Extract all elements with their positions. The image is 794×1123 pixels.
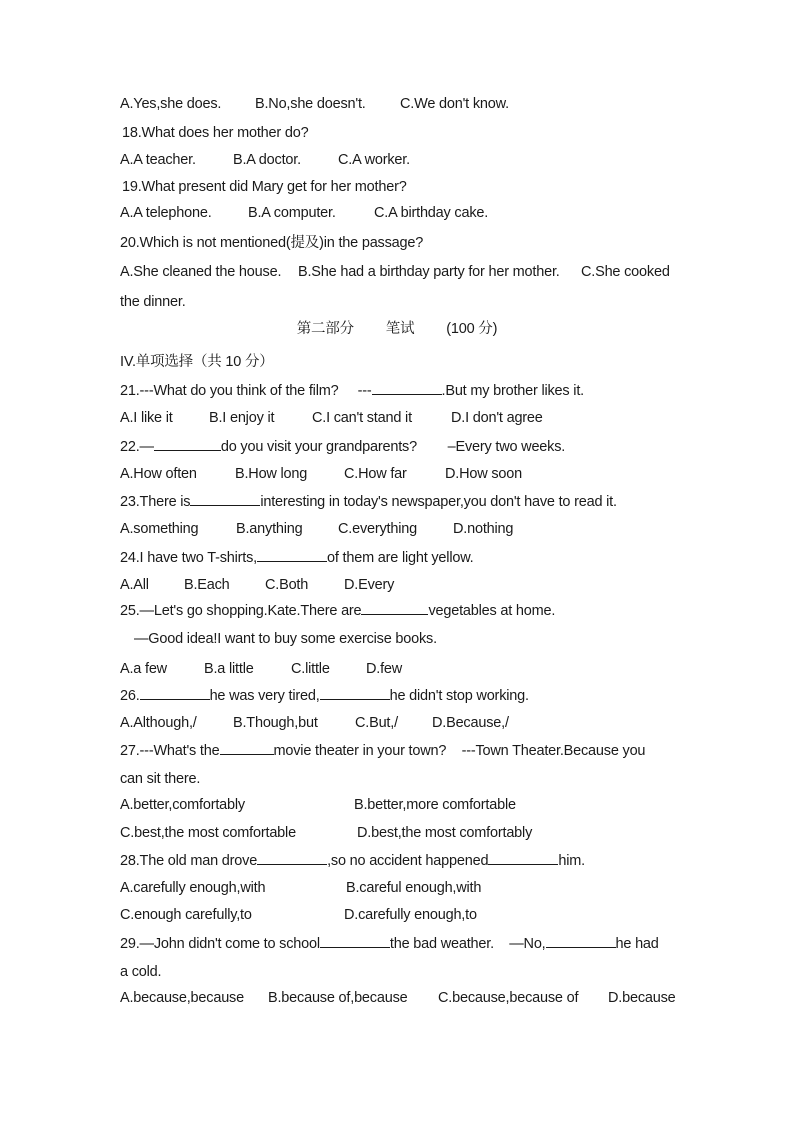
q20-option-c-continued: the dinner. — [120, 294, 186, 310]
q17-option-b: B.No,she doesn't. — [255, 96, 366, 112]
q24-option-d: D.Every — [344, 577, 395, 593]
q19-question: 19.What present did Mary get for her mother? — [122, 179, 407, 195]
q27-option-c: C.best,the most comfortable — [120, 825, 296, 841]
q27-blank — [220, 740, 274, 755]
q19-option-c: C.A birthday cake. — [374, 205, 489, 221]
q21-option-a: A.I like it — [120, 410, 173, 426]
q23-text: 23.There is — [120, 494, 191, 510]
q29-option-b: B.because of,because — [268, 990, 408, 1006]
q22-option-d: D.How soon — [445, 466, 522, 482]
q21-question — [120, 380, 700, 401]
q27-option-d: D.best,the most comfortably — [357, 825, 533, 841]
q25-blank — [361, 600, 428, 615]
q25-text-end: vegetables at home. — [428, 603, 556, 619]
q29-text: 29.—John didn't come to school — [120, 936, 320, 952]
q26-blank-1 — [140, 685, 210, 700]
q27-text: 27.---What's the — [120, 743, 220, 759]
q20-question: 20.Which is not mentioned(提及)in the passage? — [120, 235, 424, 251]
q22-reply: –Every two weeks. — [447, 439, 566, 455]
q26-question — [120, 685, 700, 706]
q25-option-b: B.a little — [204, 661, 254, 677]
q27-continued: can sit there. — [120, 771, 201, 787]
q29-text-mid: the bad weather. — [389, 936, 494, 952]
q28-question — [120, 850, 700, 871]
q17-option-c: C.We don't know. — [400, 96, 509, 112]
q29-blank-1 — [320, 933, 390, 948]
q28-option-a: A.carefully enough,with — [120, 880, 266, 896]
q23-blank — [190, 491, 260, 506]
q27-reply: ---Town Theater.Because you — [461, 743, 646, 759]
q27-question — [120, 740, 700, 761]
q23-text-end: interesting in today's newspaper,you don't have to read it. — [260, 494, 617, 510]
q22-option-a: A.How often — [120, 466, 197, 482]
q23-question — [120, 491, 700, 512]
q28-blank-2 — [488, 850, 558, 865]
q25-option-a: A.a few — [120, 661, 167, 677]
q24-option-a: A.All — [120, 577, 149, 593]
q18-option-c: C.A worker. — [338, 152, 410, 168]
part2-score: (100 分) — [446, 321, 498, 337]
q24-text: 24.I have two T-shirts, — [120, 550, 257, 566]
q22-question — [120, 436, 700, 457]
q18-option-b: B.A doctor. — [233, 152, 301, 168]
q29-option-d: D.because — [608, 990, 676, 1006]
q28-text-end: him. — [558, 853, 585, 869]
section4-title: IV.单项选择（共 10 分） — [120, 354, 274, 370]
q29-reply: —No, — [509, 936, 546, 952]
q21-option-b: B.I enjoy it — [209, 410, 275, 426]
q24-option-c: C.Both — [265, 577, 309, 593]
q27-text-mid: movie theater in your town? — [273, 743, 447, 759]
q24-option-b: B.Each — [184, 577, 230, 593]
q21-text: 21.---What do you think of the film? — [120, 383, 339, 399]
q25-text: 25.—Let's go shopping.Kate.There are — [120, 603, 362, 619]
q28-option-d: D.carefully enough,to — [344, 907, 477, 923]
q22-text-end: do you visit your grandparents? — [220, 439, 417, 455]
q24-text-end: of them are light yellow. — [326, 550, 474, 566]
q22-option-c: C.How far — [344, 466, 407, 482]
q26-option-d: D.Because,/ — [432, 715, 509, 731]
q29-blank-2 — [546, 933, 616, 948]
q29-option-c: C.because,because of — [438, 990, 579, 1006]
q25-option-c: C.little — [291, 661, 330, 677]
q26-option-a: A.Although,/ — [120, 715, 197, 731]
q21-blank — [372, 380, 442, 395]
q19-option-a: A.A telephone. — [120, 205, 212, 221]
q19-option-b: B.A computer. — [248, 205, 336, 221]
q29-question — [120, 933, 700, 954]
q28-option-b: B.careful enough,with — [346, 880, 482, 896]
q28-option-c: C.enough carefully,to — [120, 907, 252, 923]
q28-blank-1 — [257, 850, 327, 865]
q22-option-b: B.How long — [235, 466, 308, 482]
q22-text: 22.— — [120, 439, 154, 455]
q18-option-a: A.A teacher. — [120, 152, 196, 168]
q21-option-d: D.I don't agree — [451, 410, 543, 426]
q27-option-b: B.better,more comfortable — [354, 797, 516, 813]
q26-blank-2 — [320, 685, 390, 700]
q25-reply: —Good idea!I want to buy some exercise books. — [134, 631, 437, 647]
q26-option-b: B.Though,but — [233, 715, 318, 731]
q23-option-a: A.something — [120, 521, 199, 537]
q27-option-a: A.better,comfortably — [120, 797, 245, 813]
q21-option-c: C.I can't stand it — [312, 410, 412, 426]
q23-option-d: D.nothing — [453, 521, 514, 537]
q22-blank — [154, 436, 221, 451]
q17-option-a: A.Yes,she does. — [120, 96, 222, 112]
q29-option-a: A.because,because — [120, 990, 244, 1006]
q18-question: 18.What does her mother do? — [122, 125, 309, 141]
q29-continued: a cold. — [120, 964, 162, 980]
q25-option-d: D.few — [366, 661, 403, 677]
q23-option-c: C.everything — [338, 521, 417, 537]
q26-text: he was very tired, — [209, 688, 320, 704]
q26-option-c: C.But,/ — [355, 715, 398, 731]
q21-dash: --- — [357, 383, 372, 399]
q21-text-end: .But my brother likes it. — [441, 383, 584, 399]
q28-text-mid: ,so no accident happened — [327, 853, 489, 869]
q26-number: 26. — [120, 688, 140, 704]
q29-text-end: he had — [615, 936, 659, 952]
q24-question — [120, 547, 700, 568]
q26-text-end: he didn't stop working. — [389, 688, 529, 704]
part2-title: 第二部分 — [296, 321, 354, 337]
q24-blank — [257, 547, 327, 562]
q20-option-a: A.She cleaned the house. — [120, 264, 282, 280]
part2-heading — [0, 319, 794, 339]
q25-question — [120, 600, 700, 621]
part2-subtitle: 笔试 — [385, 321, 415, 337]
q20-option-c: C.She cooked — [581, 264, 670, 280]
q23-option-b: B.anything — [236, 521, 303, 537]
q28-text: 28.The old man drove — [120, 853, 258, 869]
q20-option-b: B.She had a birthday party for her mother. — [298, 264, 560, 280]
